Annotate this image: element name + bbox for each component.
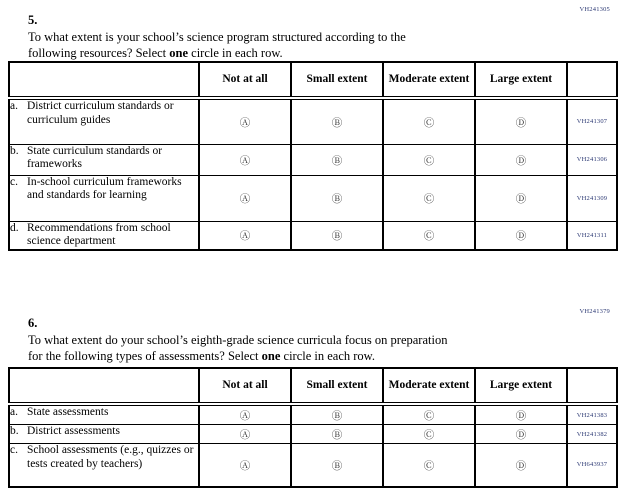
circle-d-icon: Ⓓ — [515, 117, 527, 129]
row-label: In-school curriculum frameworks and standards for learning — [27, 175, 182, 202]
column-header-large-extent: Large extent — [475, 62, 567, 98]
question-5-code: VH241305 — [579, 6, 610, 13]
answer-bubble-moderate-extent[interactable] — [383, 98, 475, 144]
answer-bubble-small-extent[interactable] — [291, 404, 383, 425]
empty-code-header-cell — [567, 368, 617, 404]
question-5-line2-pre: following resources? Select — [28, 46, 170, 60]
circle-b-icon: Ⓑ — [331, 430, 343, 441]
question-6-code: VH241379 — [579, 308, 610, 315]
circle-b-icon: Ⓑ — [331, 194, 343, 205]
empty-corner-cell — [9, 368, 199, 404]
table-row — [9, 221, 617, 250]
header-row — [9, 62, 617, 98]
item-code: VH241383 — [567, 404, 617, 425]
empty-code-header-cell — [567, 62, 617, 98]
answer-bubble-moderate-extent[interactable] — [383, 425, 475, 444]
answer-bubble-moderate-extent[interactable] — [383, 175, 475, 221]
question-6-text — [28, 315, 608, 365]
answer-bubble-moderate-extent[interactable] — [383, 444, 475, 487]
answer-bubble-not-at-all[interactable] — [199, 221, 291, 250]
row-letter: c. — [10, 444, 18, 456]
circle-a-icon: Ⓐ — [239, 430, 251, 441]
item-code: VH241309 — [567, 175, 617, 221]
question-5-table — [8, 61, 618, 251]
circle-d-icon: Ⓓ — [515, 194, 527, 205]
answer-bubble-large-extent[interactable] — [475, 425, 567, 444]
question-6-bold-word: one — [261, 349, 281, 363]
question-5-line2-post: circle in each row. — [188, 46, 283, 60]
circle-b-icon: Ⓑ — [331, 411, 343, 422]
circle-d-icon: Ⓓ — [515, 231, 527, 243]
question-6-number: 6. — [28, 316, 38, 330]
row-letter: b. — [10, 144, 19, 157]
question-5-line2 — [28, 45, 588, 62]
question-5-text — [28, 12, 588, 62]
answer-bubble-moderate-extent[interactable] — [383, 404, 475, 425]
question-6-table — [8, 367, 618, 488]
answer-bubble-large-extent[interactable] — [475, 98, 567, 144]
circle-a-icon: Ⓐ — [239, 155, 251, 167]
circle-a-icon: Ⓐ — [239, 460, 251, 472]
header-row — [9, 368, 617, 404]
circle-c-icon: Ⓒ — [423, 430, 435, 441]
item-code: VH241307 — [567, 98, 617, 144]
row-label: State assessments — [27, 406, 109, 418]
circle-d-icon: Ⓓ — [515, 411, 527, 422]
table-row — [9, 144, 617, 175]
column-header-moderate-extent: Moderate extent — [383, 368, 475, 404]
column-header-moderate-extent: Moderate extent — [383, 62, 475, 98]
row-label-cell — [9, 404, 199, 425]
circle-c-icon: Ⓒ — [423, 460, 435, 472]
table-row — [9, 175, 617, 221]
answer-bubble-small-extent[interactable] — [291, 444, 383, 487]
circle-b-icon: Ⓑ — [331, 155, 343, 167]
answer-bubble-small-extent[interactable] — [291, 144, 383, 175]
column-header-not-at-all: Not at all — [199, 368, 291, 404]
table-row — [9, 404, 617, 425]
circle-c-icon: Ⓒ — [423, 231, 435, 243]
item-code: VH241306 — [567, 144, 617, 175]
row-label-cell — [9, 444, 199, 487]
circle-c-icon: Ⓒ — [423, 155, 435, 167]
row-label-cell — [9, 144, 199, 175]
table-row — [9, 444, 617, 487]
table-row — [9, 98, 617, 144]
answer-bubble-small-extent[interactable] — [291, 425, 383, 444]
row-label-cell — [9, 175, 199, 221]
row-label-cell — [9, 98, 199, 144]
answer-bubble-large-extent[interactable] — [475, 444, 567, 487]
question-5-number: 5. — [28, 13, 38, 27]
circle-a-icon: Ⓐ — [239, 194, 251, 205]
answer-bubble-large-extent[interactable] — [475, 175, 567, 221]
row-letter: c. — [10, 175, 18, 188]
answer-bubble-large-extent[interactable] — [475, 144, 567, 175]
question-5-bold-word: one — [169, 46, 189, 60]
circle-b-icon: Ⓑ — [331, 117, 343, 129]
answer-bubble-small-extent[interactable] — [291, 221, 383, 250]
item-code: VH241382 — [567, 425, 617, 444]
answer-bubble-small-extent[interactable] — [291, 98, 383, 144]
column-header-small-extent: Small extent — [291, 62, 383, 98]
row-letter: a. — [10, 406, 18, 418]
question-5-lines — [28, 29, 588, 62]
empty-corner-cell — [9, 62, 199, 98]
answer-bubble-large-extent[interactable] — [475, 404, 567, 425]
answer-bubble-large-extent[interactable] — [475, 221, 567, 250]
answer-bubble-moderate-extent[interactable] — [383, 221, 475, 250]
column-header-small-extent: Small extent — [291, 368, 383, 404]
question-6-line2-post: circle in each row. — [280, 349, 376, 363]
answer-bubble-not-at-all[interactable] — [199, 175, 291, 221]
circle-d-icon: Ⓓ — [515, 430, 527, 441]
column-header-not-at-all: Not at all — [199, 62, 291, 98]
row-letter: a. — [10, 100, 18, 112]
question-5-line1: To what extent is your school’s science program structured according to the — [28, 29, 406, 44]
circle-a-icon: Ⓐ — [239, 117, 251, 129]
circle-d-icon: Ⓓ — [515, 155, 527, 167]
question-6-line2-pre: for the following types of assessments? Select — [28, 349, 262, 363]
circle-d-icon: Ⓓ — [515, 460, 527, 472]
question-6-line1: To what extent do your school’s eighth-grade science curricula focus on preparation — [28, 332, 448, 347]
answer-bubble-moderate-extent[interactable] — [383, 144, 475, 175]
answer-bubble-not-at-all[interactable] — [199, 144, 291, 175]
row-letter: d. — [10, 221, 19, 234]
circle-c-icon: Ⓒ — [423, 117, 435, 129]
table-row — [9, 425, 617, 444]
row-letter: b. — [10, 425, 19, 437]
circle-b-icon: Ⓑ — [331, 460, 343, 472]
circle-c-icon: Ⓒ — [423, 411, 435, 422]
row-label: District assessments — [27, 425, 120, 437]
circle-b-icon: Ⓑ — [331, 231, 343, 243]
circle-a-icon: Ⓐ — [239, 231, 251, 243]
answer-bubble-small-extent[interactable] — [291, 175, 383, 221]
question-6-line2 — [28, 348, 608, 365]
circle-a-icon: Ⓐ — [239, 411, 251, 422]
answer-bubble-not-at-all[interactable] — [199, 404, 291, 425]
answer-bubble-not-at-all[interactable] — [199, 444, 291, 487]
answer-bubble-not-at-all[interactable] — [199, 425, 291, 444]
row-label: District curriculum standards or curriculum guides — [27, 100, 174, 126]
row-label: State curriculum standards or frameworks — [27, 144, 163, 171]
row-label-cell — [9, 425, 199, 444]
answer-bubble-not-at-all[interactable] — [199, 98, 291, 144]
circle-c-icon: Ⓒ — [423, 194, 435, 205]
column-header-large-extent: Large extent — [475, 368, 567, 404]
row-label: Recommendations from school science department — [27, 221, 171, 248]
row-label-cell — [9, 221, 199, 250]
item-code: VH241311 — [567, 221, 617, 250]
item-code: VH643937 — [567, 444, 617, 487]
row-label: School assessments (e.g., quizzes or tests created by teachers) — [27, 444, 194, 470]
question-6-lines — [28, 332, 608, 365]
